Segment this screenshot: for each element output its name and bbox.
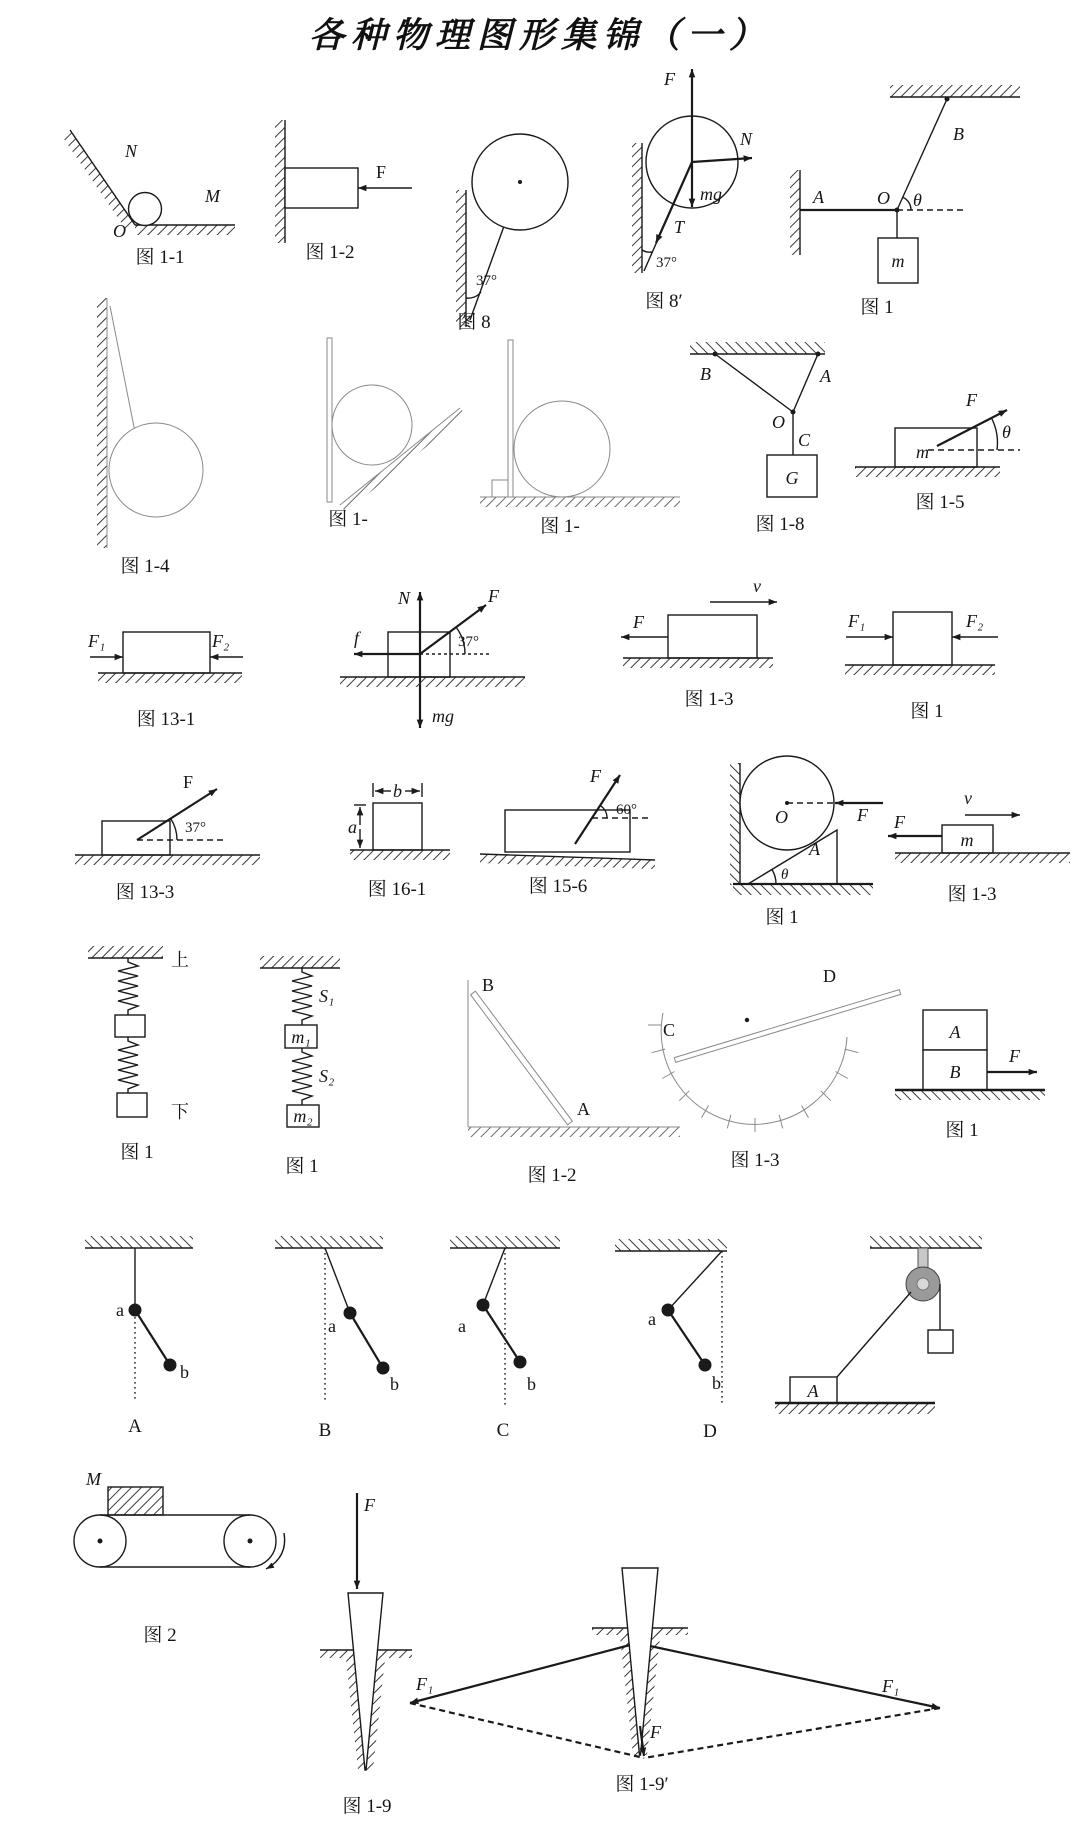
label-theta: θ xyxy=(1002,422,1011,442)
label-S2: S₂ xyxy=(319,1066,335,1086)
ground xyxy=(480,854,655,869)
arrowhead xyxy=(375,788,383,795)
rod-ab xyxy=(350,1313,383,1368)
figure-caption: 图 13-3 xyxy=(115,882,175,903)
force-arrow-F1-left xyxy=(410,1645,630,1703)
label-A: A xyxy=(949,1022,961,1042)
wall xyxy=(456,190,466,327)
arrowhead xyxy=(357,807,364,815)
block xyxy=(505,810,630,852)
label-F: F xyxy=(488,586,499,606)
label-v: v xyxy=(753,576,761,596)
label-F: F xyxy=(650,1722,661,1742)
arrowhead xyxy=(358,185,366,192)
ground xyxy=(135,225,235,235)
label-a: a xyxy=(348,817,357,837)
center-dot xyxy=(518,180,522,184)
label-angle: 37° xyxy=(656,255,677,271)
figure-8-ball-on-string xyxy=(430,95,590,340)
figure-pendulum-B xyxy=(270,1230,400,1448)
string-AO xyxy=(793,354,818,412)
figure-1-squeezed-block xyxy=(830,595,1010,730)
dashed-left xyxy=(410,1703,644,1758)
label-G: G xyxy=(785,468,799,488)
label-N: N xyxy=(398,588,411,608)
figure-caption: 图 1 xyxy=(945,1120,979,1141)
label-angle: 60° xyxy=(616,802,637,818)
figure-1-springs-up-down xyxy=(85,940,215,1175)
ball xyxy=(129,193,162,226)
label-F: F xyxy=(894,812,905,832)
string-OB xyxy=(897,99,947,210)
block xyxy=(123,632,210,673)
left-roller-dot xyxy=(98,1539,103,1544)
arrowhead xyxy=(115,654,123,661)
string xyxy=(483,1248,505,1305)
wall xyxy=(632,143,642,273)
arrowhead xyxy=(412,788,420,795)
block xyxy=(895,428,977,467)
figure-caption: 图 1 xyxy=(860,297,894,318)
arrowhead xyxy=(210,654,218,661)
figure-caption: 图 1-3 xyxy=(947,884,997,905)
label-A: A xyxy=(809,839,820,859)
ground xyxy=(350,850,450,860)
figure-free-body-diagram xyxy=(340,580,530,755)
figure-caption: 图 1-2 xyxy=(305,242,355,263)
label-b: b xyxy=(393,781,402,801)
label-F: F xyxy=(664,69,675,89)
label-a: a xyxy=(458,1316,466,1336)
figure-caption: 图 8 xyxy=(457,312,491,333)
figure-1-3-rod-bowl xyxy=(615,950,915,1190)
figure-caption: 图 8′ xyxy=(645,291,683,312)
figure-pendulum-D xyxy=(610,1235,745,1447)
label-F2: F₂ xyxy=(966,611,984,631)
ball-b xyxy=(164,1359,177,1372)
figure-caption: 图 1-5 xyxy=(915,492,965,513)
label-B: B xyxy=(949,1062,961,1082)
arrowhead xyxy=(998,410,1007,417)
arrowhead xyxy=(885,634,893,641)
label-D: D xyxy=(823,966,836,986)
label-M: M xyxy=(205,186,220,206)
rod xyxy=(471,991,573,1125)
arrowhead xyxy=(357,840,364,848)
rod xyxy=(674,990,900,1063)
figure-1-stacked-blocks xyxy=(895,1000,1065,1145)
figure-caption: 图 16-1 xyxy=(367,879,427,900)
figure-15-6-block-pulled-60 xyxy=(480,768,665,898)
dashed-right xyxy=(644,1708,940,1758)
label-M: M xyxy=(86,1469,101,1489)
label-F1: F₁ xyxy=(848,611,866,631)
arrowhead xyxy=(354,651,362,658)
figure-pulley-system xyxy=(770,1230,975,1425)
label-F: F xyxy=(966,390,977,410)
ground xyxy=(855,467,1000,477)
right-roller-dot xyxy=(248,1539,253,1544)
label-N: N xyxy=(740,129,753,149)
label-F1-right: F₁ xyxy=(882,1676,900,1696)
ceiling xyxy=(615,1239,727,1251)
label-theta: θ xyxy=(781,867,789,883)
ceiling xyxy=(870,1236,982,1248)
figure-caption: 图 1- xyxy=(540,516,580,537)
incline-wall xyxy=(62,130,135,231)
label-a: a xyxy=(648,1309,656,1329)
figure-13-3-block-pulled-37 xyxy=(75,770,265,910)
label-F: F xyxy=(857,805,868,825)
upper-block xyxy=(115,1015,145,1037)
arrowhead xyxy=(835,800,843,807)
ceiling xyxy=(450,1236,560,1248)
figure-caption: 图 1-4 xyxy=(120,556,170,577)
string xyxy=(325,1248,350,1313)
block xyxy=(285,168,358,208)
figure-13-1-opposing-forces xyxy=(80,595,265,735)
label-N: N xyxy=(125,141,138,161)
arrowhead xyxy=(1029,1069,1037,1076)
label-a: a xyxy=(116,1300,124,1320)
label-f: f xyxy=(354,628,360,648)
angle-arc xyxy=(171,819,177,841)
label-m: m xyxy=(960,830,974,850)
figure-16-1-block-dimensions xyxy=(345,775,460,905)
arrowhead xyxy=(354,1581,361,1589)
figure-1-2-block-on-wall xyxy=(240,108,425,273)
label-F: F xyxy=(376,162,387,182)
page-title: 各种物理图形集锦（一） xyxy=(308,16,771,55)
label-F: F xyxy=(590,766,601,786)
label-C: C xyxy=(798,430,811,450)
figure-1-4-ball-string-wall xyxy=(60,290,245,585)
block xyxy=(373,803,422,850)
figure-caption: 图 1-3 xyxy=(730,1150,780,1171)
ceiling xyxy=(85,1236,193,1248)
ground xyxy=(75,855,260,865)
figure-1-rod-string-mass xyxy=(705,70,1055,318)
label-O: O xyxy=(113,221,126,241)
ceiling xyxy=(690,342,825,354)
block xyxy=(893,612,952,665)
label-theta: θ xyxy=(913,190,922,210)
belt xyxy=(74,1515,276,1567)
label-v: v xyxy=(964,788,972,808)
label-down: 下 xyxy=(171,1102,189,1122)
figure-caption: 图 1 xyxy=(765,907,799,928)
spring-upper xyxy=(118,958,138,1015)
label-angle: 37° xyxy=(476,273,497,289)
string-BO xyxy=(715,354,793,412)
angle-arc xyxy=(642,250,652,252)
wall xyxy=(275,120,285,243)
label-A: A xyxy=(807,1381,819,1401)
center-dot xyxy=(745,1018,749,1022)
label-F1-left: F₁ xyxy=(416,1674,434,1694)
ball xyxy=(109,423,203,517)
ceiling xyxy=(88,946,163,958)
label-F: F xyxy=(364,1495,375,1515)
label-m: m xyxy=(891,251,905,271)
label-O: O xyxy=(775,807,788,827)
wall xyxy=(97,298,107,548)
arrowhead xyxy=(952,634,960,641)
label-B: B xyxy=(953,124,964,144)
bowl-arc xyxy=(661,1013,847,1124)
spring-S2 xyxy=(292,1048,312,1105)
spring-S1 xyxy=(292,968,312,1025)
rope-left xyxy=(837,1292,911,1377)
ceiling xyxy=(890,85,1020,97)
label-angle: 37° xyxy=(185,820,206,836)
label-F: F xyxy=(633,612,644,632)
label-b: b xyxy=(712,1373,721,1393)
figure-caption: 图 1-1 xyxy=(135,247,185,268)
arrowhead xyxy=(417,720,424,728)
arrowhead xyxy=(1012,812,1020,819)
support-block xyxy=(492,480,508,497)
label-O: O xyxy=(772,412,785,432)
label-A: A xyxy=(813,187,824,207)
figure-1-9-prime-force-decomposition xyxy=(380,1540,1025,1818)
angle-arc xyxy=(992,419,997,450)
ground xyxy=(895,1090,1045,1100)
arrowhead xyxy=(689,199,696,207)
ball-b xyxy=(514,1356,527,1369)
pulley-hub xyxy=(917,1278,929,1290)
label-up: 上 xyxy=(171,950,189,970)
label-mg: mg xyxy=(700,184,722,204)
figure-1-1-ball-in-corner xyxy=(55,105,240,275)
ground xyxy=(775,1403,935,1414)
figure-2-conveyor-belt xyxy=(60,1455,300,1655)
arrowhead xyxy=(208,789,217,796)
ground xyxy=(98,673,242,683)
ball xyxy=(332,385,412,465)
string xyxy=(668,1251,722,1310)
label-S1: S₁ xyxy=(319,986,335,1006)
label-O: O xyxy=(877,188,890,208)
figure-caption: 图 1-8 xyxy=(755,514,805,535)
angle-arc xyxy=(903,197,911,210)
figure-pendulum-A xyxy=(80,1230,210,1448)
figure-caption: B xyxy=(318,1420,332,1441)
figure-caption: 图 1- xyxy=(328,509,368,530)
figure-caption: 图 1-9′ xyxy=(615,1774,669,1795)
label-F: F xyxy=(183,772,194,792)
arrowhead xyxy=(410,1698,419,1705)
label-A: A xyxy=(577,1099,590,1119)
figure-caption: 图 15-6 xyxy=(528,876,588,897)
ground xyxy=(845,665,995,675)
label-B: B xyxy=(482,975,495,995)
figure-1-springs-m1-m2 xyxy=(245,950,380,1188)
block-M xyxy=(108,1487,163,1515)
arrowhead xyxy=(613,775,620,784)
label-C: C xyxy=(663,1020,676,1040)
ground xyxy=(340,677,525,687)
label-B: B xyxy=(700,364,711,384)
arrowhead xyxy=(888,833,896,840)
figure-caption: 图 1 xyxy=(285,1156,319,1177)
arrowhead xyxy=(769,599,777,606)
rod-ab xyxy=(668,1310,705,1365)
board xyxy=(508,340,513,497)
bowl-hatch-ticks xyxy=(648,1025,858,1132)
block xyxy=(668,615,757,658)
label-m: m xyxy=(916,442,929,462)
figure-1-3-block-m-moving xyxy=(880,780,1080,910)
ball-b xyxy=(377,1362,390,1375)
label-b: b xyxy=(180,1362,189,1382)
ceiling xyxy=(260,956,340,968)
label-angle: 37° xyxy=(458,634,479,650)
figure-caption: D xyxy=(703,1421,717,1442)
arrowhead xyxy=(621,634,629,641)
wall xyxy=(790,170,800,255)
figure-caption: 图 1 xyxy=(910,701,944,722)
label-b: b xyxy=(390,1374,399,1394)
label-A: A xyxy=(820,366,831,386)
wall xyxy=(730,763,740,885)
string xyxy=(110,306,135,432)
lower-block xyxy=(117,1093,147,1117)
board xyxy=(327,338,332,502)
ground xyxy=(895,853,1070,863)
ground xyxy=(733,884,873,895)
label-T: T xyxy=(674,217,685,237)
figure-1-5-block-pulled-angle xyxy=(830,340,1055,520)
ball-b xyxy=(699,1359,712,1372)
arrowhead xyxy=(656,234,662,243)
label-F: F xyxy=(1009,1046,1020,1066)
rod-ab xyxy=(483,1305,520,1362)
figure-caption: 图 13-1 xyxy=(136,709,196,730)
figure-1-8-knot-weight xyxy=(590,330,835,542)
ground xyxy=(623,658,773,668)
arrowhead xyxy=(417,592,424,600)
label-m1: m₁ xyxy=(291,1027,311,1047)
rod-ab xyxy=(135,1310,170,1365)
label-F2: F₂ xyxy=(212,631,230,651)
ceiling xyxy=(275,1236,383,1248)
label-b: b xyxy=(527,1374,536,1394)
figure-caption: 图 1 xyxy=(120,1142,154,1163)
figure-caption: 图 1-3 xyxy=(684,689,734,710)
figure-caption: 图 1-9 xyxy=(342,1796,392,1817)
figure-1-ball-board-incline xyxy=(300,330,480,535)
label-mg: mg xyxy=(432,706,454,726)
label-a: a xyxy=(328,1316,336,1336)
figure-caption: A xyxy=(128,1416,142,1437)
spring-lower xyxy=(118,1037,138,1093)
arrowhead xyxy=(689,69,696,77)
figure-caption: 图 2 xyxy=(143,1625,177,1646)
figure-1-3-block-moving xyxy=(605,570,790,720)
hanging-block xyxy=(928,1330,953,1353)
label-F1: F₁ xyxy=(88,631,106,651)
figure-caption: C xyxy=(496,1420,510,1441)
label-m2: m₂ xyxy=(293,1106,313,1126)
figure-caption: 图 1-2 xyxy=(527,1165,577,1186)
figure-pendulum-C xyxy=(445,1230,575,1448)
